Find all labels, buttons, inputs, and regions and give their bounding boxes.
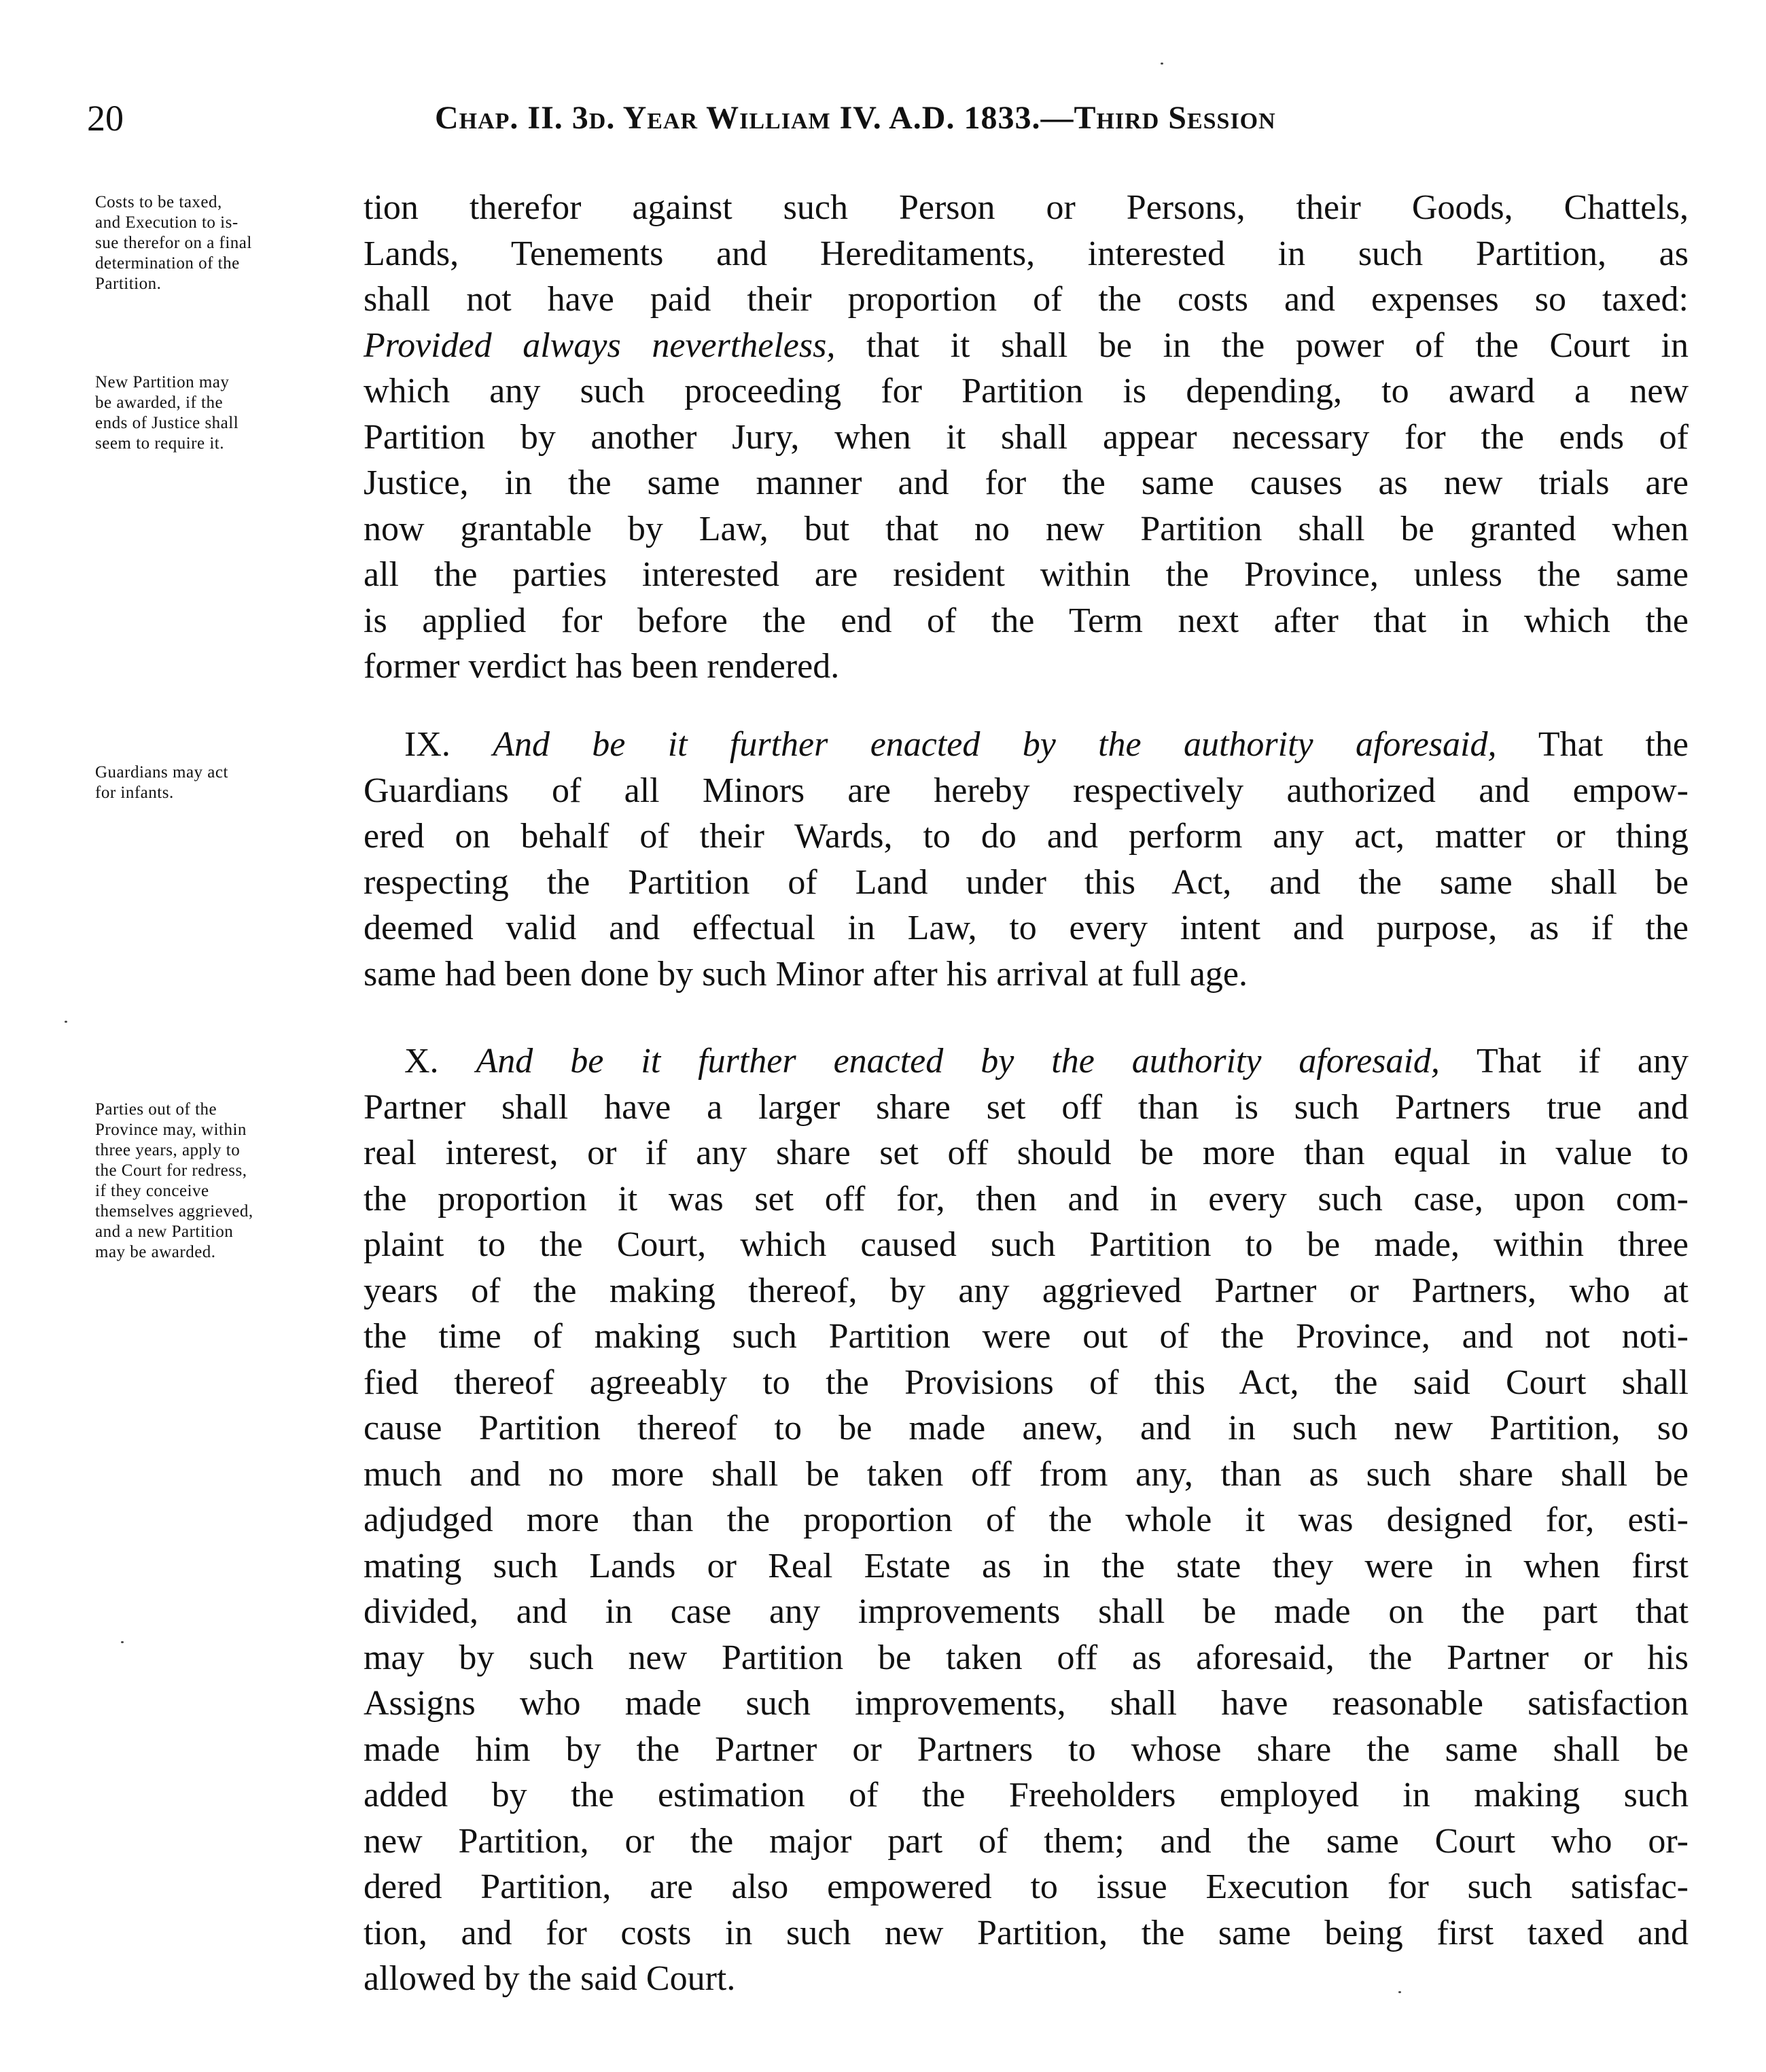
text-line: is applied for before the end of the Term next after that in which the bbox=[364, 601, 1689, 640]
enacting-clause: And be it further enacted by the authority aforesaid, bbox=[493, 725, 1497, 764]
text-line: Partner shall have a larger share set off than is such Partners true and bbox=[364, 1087, 1689, 1127]
margin-note-guardians bbox=[95, 762, 353, 803]
opening-rest: That the bbox=[1538, 725, 1689, 764]
text-line: much and no more shall be taken off from any, than as such share shall be bbox=[364, 1454, 1689, 1494]
margin-note-line: sue therefor on a final bbox=[95, 234, 252, 252]
text-line: Guardians of all Minors are hereby respectively authorized and empow- bbox=[364, 771, 1689, 810]
text-line: Assigns who made such improvements, shall have reasonable satisfaction bbox=[364, 1684, 1689, 1723]
text-line: years of the making thereof, by any aggrieved Partner or Partners, who at bbox=[364, 1271, 1689, 1310]
scan-speck bbox=[1398, 1991, 1401, 1993]
text-line: made him by the Partner or Partners to whose share the same shall be bbox=[364, 1729, 1689, 1769]
text-line: ered on behalf of their Wards, to do and perform any act, matter or thing bbox=[364, 817, 1689, 856]
text-line: tion therefor against such Person or Persons, their Goods, Chattels, bbox=[364, 188, 1689, 227]
margin-note-parties bbox=[95, 1100, 353, 1263]
scan-speck bbox=[65, 1021, 67, 1023]
text-line: real interest, or if any share set off should be more than equal in value to bbox=[364, 1134, 1689, 1172]
margin-note-line: Province may, within bbox=[95, 1121, 247, 1139]
text-line: shall not have paid their proportion of the costs and expenses so taxed: bbox=[364, 280, 1689, 319]
margin-note-line: ends of Justice shall bbox=[95, 414, 239, 432]
margin-note-line: the Court for redress, bbox=[95, 1161, 247, 1180]
text-line: added by the estimation of the Freeholders employed in making such bbox=[364, 1776, 1689, 1814]
text-line: allowed by the said Court. bbox=[364, 1959, 736, 1998]
margin-note-line: Partition. bbox=[95, 275, 162, 293]
margin-note-line: determination of the bbox=[95, 254, 240, 273]
text-line: fied thereof agreeably to the Provisions of this Act, the said Court shall bbox=[364, 1363, 1689, 1402]
section-numeral: IX. bbox=[404, 725, 451, 764]
text-line: the time of making such Partition were out of the Province, and not noti- bbox=[364, 1317, 1689, 1356]
text-line: new Partition, or the major part of them; and the same Court who or- bbox=[364, 1821, 1689, 1861]
margin-note-line: three years, apply to bbox=[95, 1141, 241, 1159]
page-number: 20 bbox=[87, 98, 124, 139]
margin-note-line: for infants. bbox=[95, 784, 174, 802]
text-line: now grantable by Law, but that no new Partition shall be granted when bbox=[364, 509, 1689, 548]
text-line: the proportion it was set off for, then and in every such case, upon com- bbox=[364, 1179, 1689, 1218]
running-head: Chap. II. 3d. Year William IV. A.D. 1833.—Third Session bbox=[435, 100, 1276, 136]
margin-note-line: Guardians may act bbox=[95, 763, 228, 782]
text-line: Justice, in the same manner and for the same causes as new trials are bbox=[364, 463, 1689, 502]
opening-rest: That if any bbox=[1476, 1042, 1689, 1081]
text-line: which any such proceeding for Partition is depending, to award a new bbox=[364, 372, 1689, 410]
margin-note-line: and a new Partition bbox=[95, 1223, 234, 1241]
section-numeral: X. bbox=[404, 1042, 439, 1081]
margin-note-line: and Execution to is- bbox=[95, 213, 239, 232]
proviso-rest: that it shall be in the power of the Court in bbox=[866, 326, 1689, 365]
section-ix bbox=[364, 722, 1689, 997]
scan-speck bbox=[1161, 63, 1163, 65]
text-line: Partition by another Jury, when it shall appear necessary for the ends of bbox=[364, 417, 1689, 457]
section-x bbox=[364, 1038, 1689, 2002]
text-line: respecting the Partition of Land under this Act, and the same shall be bbox=[364, 862, 1689, 902]
text-line: adjudged more than the proportion of the whole it was designed for, esti- bbox=[364, 1500, 1689, 1539]
margin-note-line: themselves aggrieved, bbox=[95, 1202, 253, 1221]
margin-note-line: be awarded, if the bbox=[95, 393, 224, 412]
text-line: all the parties interested are resident within the Province, unless the same bbox=[364, 555, 1689, 594]
proviso-line bbox=[364, 323, 1689, 369]
text-line: deemed valid and effectual in Law, to every intent and purpose, as if the bbox=[364, 909, 1689, 947]
text-line: dered Partition, are also empowered to issue Execution for such satisfac- bbox=[364, 1867, 1689, 1906]
text-line: tion, and for costs in such new Partition, the same being first taxed and bbox=[364, 1913, 1689, 1952]
margin-note-costs bbox=[95, 192, 353, 294]
section-x-opening bbox=[364, 1038, 1689, 1085]
margin-note-line: if they conceive bbox=[95, 1182, 209, 1200]
enacting-clause: And be it further enacted by the authority aforesaid, bbox=[476, 1042, 1440, 1081]
text-line: former verdict has been rendered. bbox=[364, 647, 840, 686]
margin-note-line: may be awarded. bbox=[95, 1243, 216, 1261]
proviso-italic: Provided always nevertheless, bbox=[364, 326, 836, 365]
text-line: cause Partition thereof to be made anew, and in such new Partition, so bbox=[364, 1409, 1689, 1447]
text-line: Lands, Tenements and Hereditaments, interested in such Partition, as bbox=[364, 234, 1689, 273]
margin-note-line: seem to require it. bbox=[95, 434, 224, 453]
margin-note-line: New Partition may bbox=[95, 373, 230, 391]
section-ix-opening bbox=[364, 722, 1689, 768]
margin-note-new-partition bbox=[95, 372, 353, 454]
text-line: plaint to the Court, which caused such Partition to be made, within three bbox=[364, 1225, 1689, 1264]
margin-note-line: Parties out of the bbox=[95, 1100, 217, 1119]
paragraph-continuation bbox=[364, 185, 1689, 690]
margin-note-line: Costs to be taxed, bbox=[95, 193, 222, 211]
scan-speck bbox=[121, 1641, 124, 1643]
text-line: may by such new Partition be taken off as aforesaid, the Partner or his bbox=[364, 1638, 1689, 1677]
text-line: same had been done by such Minor after his arrival at full age. bbox=[364, 954, 1248, 994]
text-line: divided, and in case any improvements shall be made on the part that bbox=[364, 1592, 1689, 1631]
text-line: mating such Lands or Real Estate as in the state they were in when first bbox=[364, 1546, 1689, 1585]
